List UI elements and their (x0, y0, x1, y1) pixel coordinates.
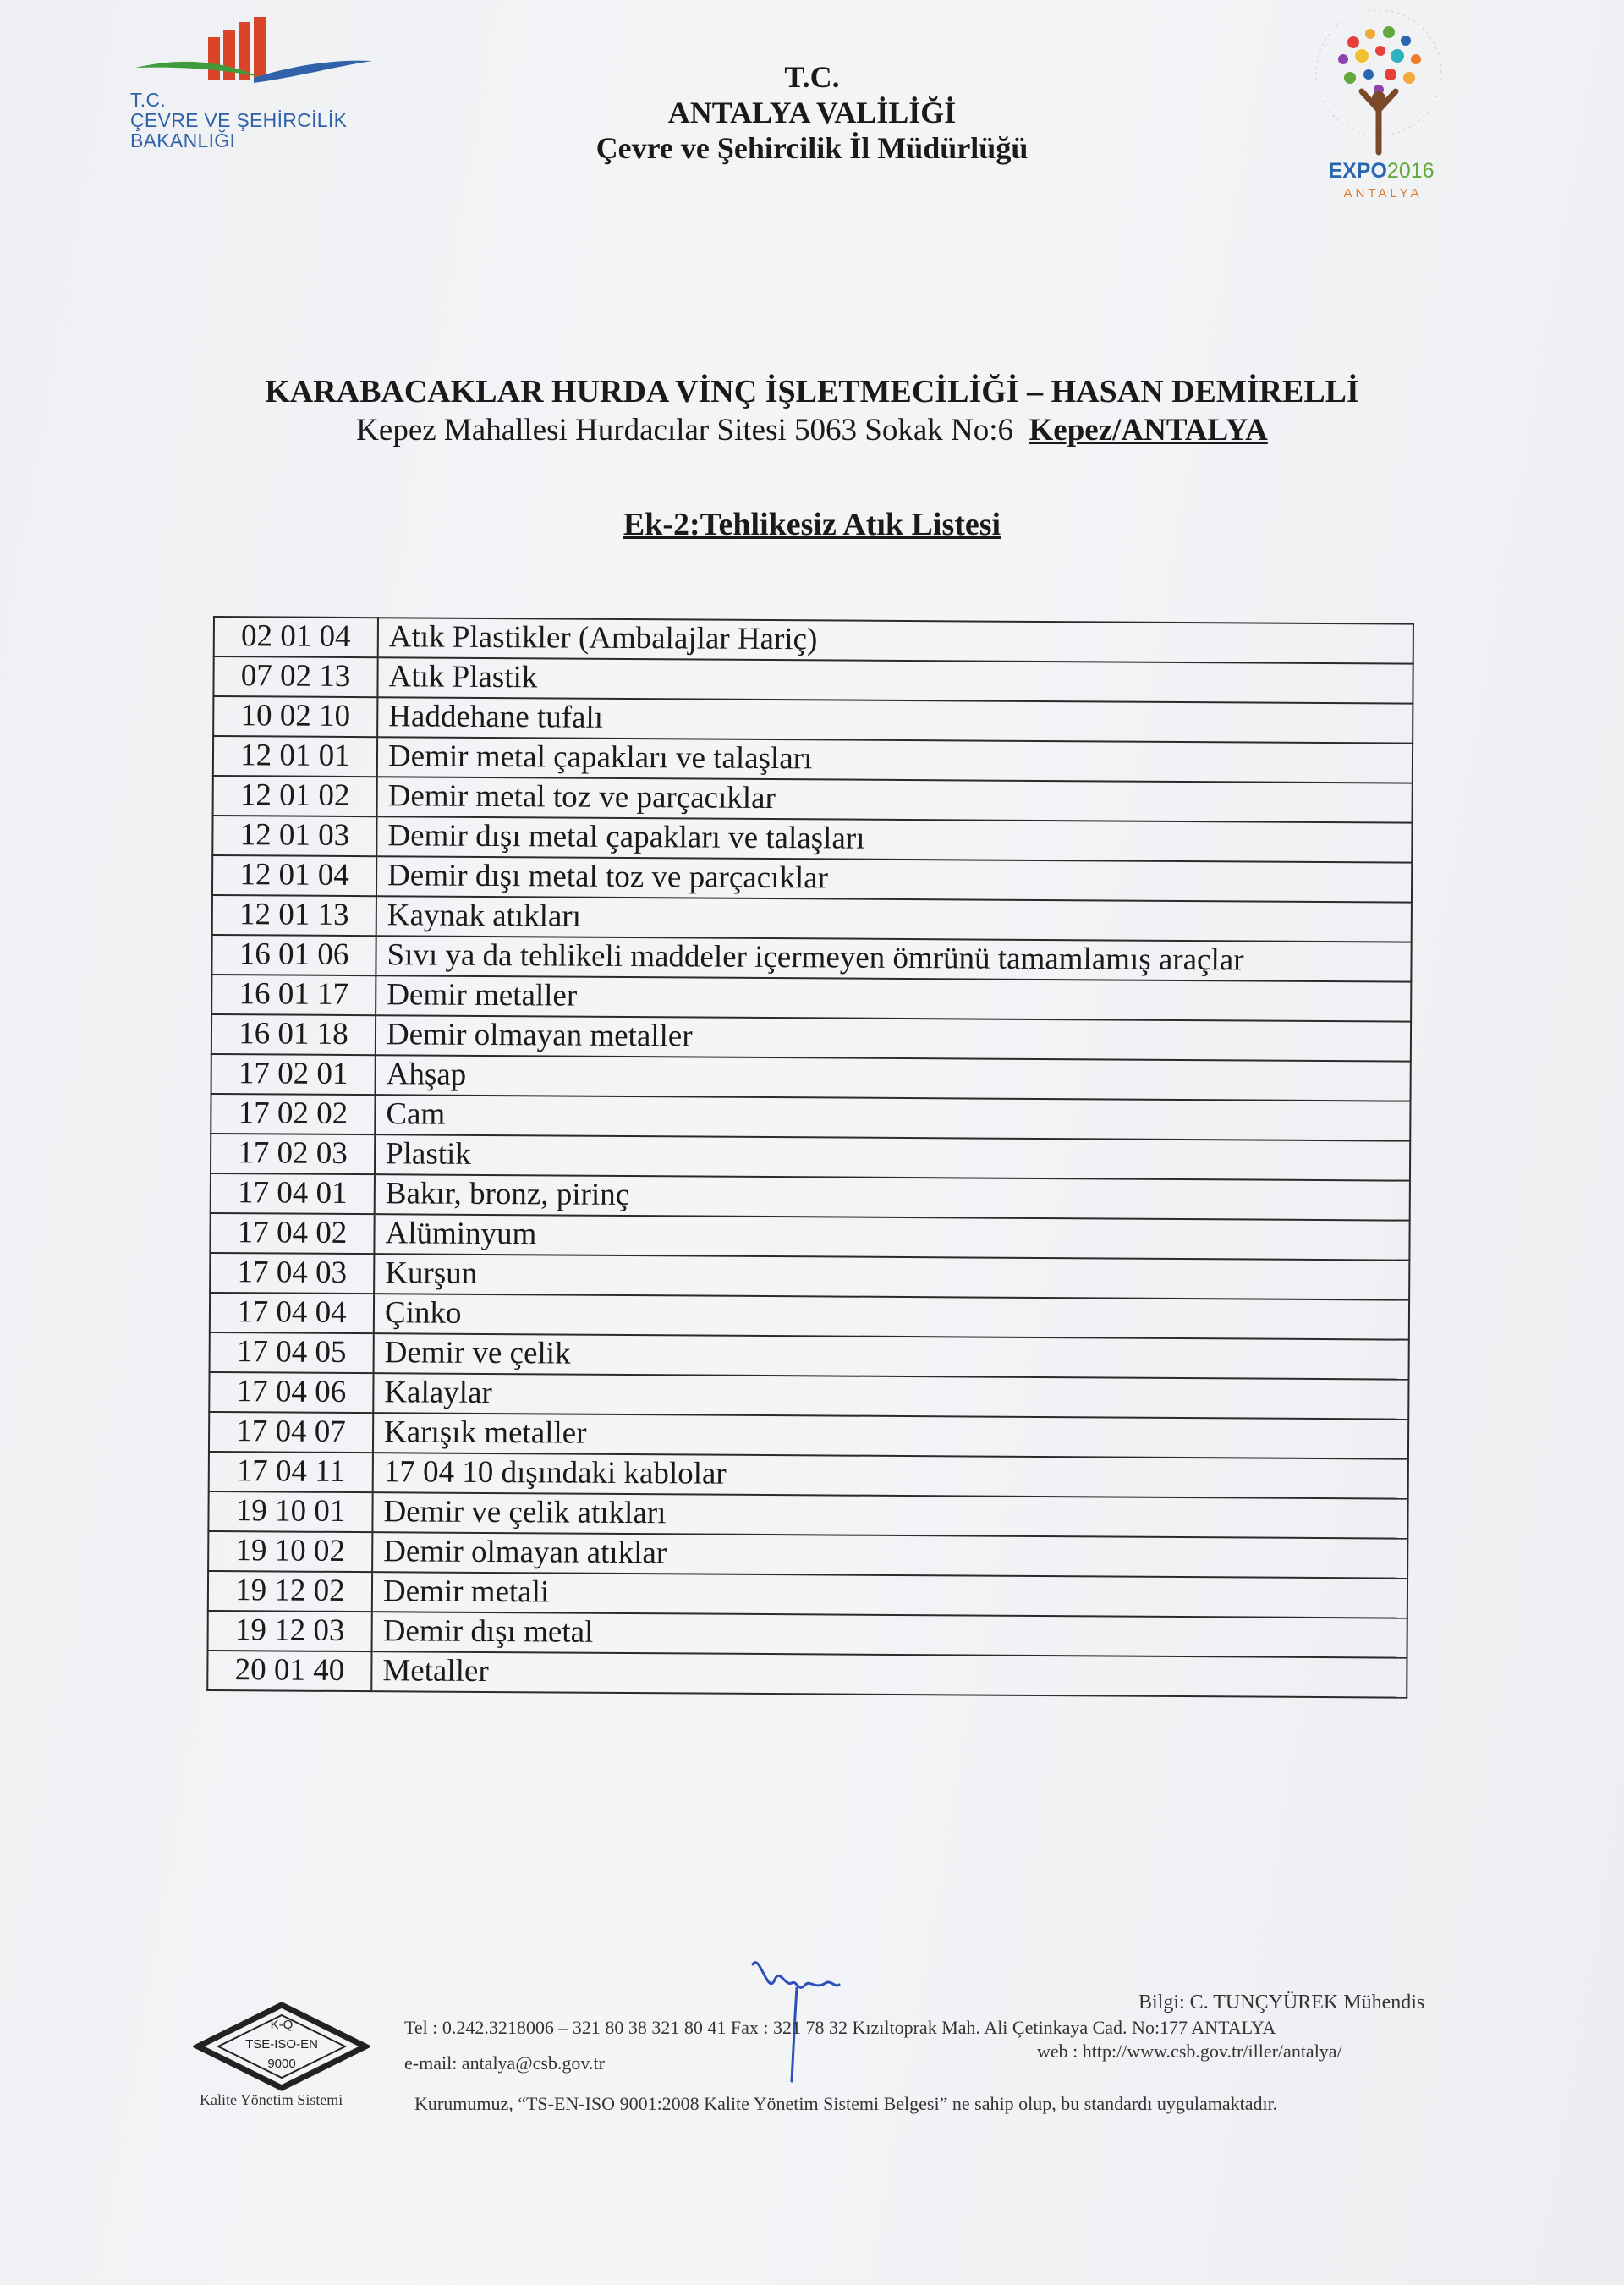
table-row (207, 1651, 1407, 1698)
title-line: ANTALYA VALİLİĞİ (667, 96, 957, 129)
table-row (211, 935, 1411, 982)
waste-code: 12 01 03 (212, 816, 376, 856)
table-row (211, 975, 1411, 1022)
waste-description: Atık Plastikler (Ambalajlar Hariç) (378, 618, 1413, 663)
footer-certificate: Kurumumuz, “TS-EN-ISO 9001:2008 Kalite Yönetim Sistemi Belgesi” ne sahip olup, bu standardı uygulamaktadır. (414, 2093, 1278, 2114)
waste-description: Kaynak atıkları (376, 896, 1412, 942)
waste-code: 17 04 01 (211, 1173, 375, 1214)
waste-description: Demir metaller (376, 975, 1411, 1021)
waste-description: Demir metal toz ve parçacıklar (377, 777, 1413, 822)
waste-description: Demir dışı metal (372, 1612, 1407, 1657)
waste-description: Sıvı ya da tehlikeli maddeler içermeyen ömrünü tamamlamış araçlar (376, 936, 1411, 981)
waste-code: 17 04 11 (209, 1452, 373, 1492)
ministry-name: T.C. ÇEVRE VE ŞEHİRCİLİK BAKANLIĞI (130, 89, 348, 151)
company-address: Kepez Mahallesi Hurdacılar Sitesi 5063 Sokak No:6 Kepez/ANTALYA (356, 413, 1268, 448)
waste-description: Cam (375, 1095, 1410, 1140)
title-line: T.C. (784, 60, 840, 94)
waste-description: Demir ve çelik atıkları (372, 1492, 1407, 1538)
waste-description: Demir olmayan atıklar (372, 1532, 1407, 1578)
waste-table-body (207, 617, 1413, 1698)
waste-description: Demir dışı metal toz ve parçacıklar (376, 856, 1412, 902)
waste-code: 19 12 02 (208, 1571, 372, 1612)
waste-code: 19 10 02 (208, 1531, 372, 1572)
waste-description: 17 04 10 dışındaki kablolar (373, 1453, 1408, 1498)
waste-code: 12 01 02 (213, 776, 377, 816)
waste-code: 17 04 05 (210, 1332, 374, 1373)
badge-label: Kalite Yönetim Sistemi (200, 2091, 343, 2108)
footer-web: web : http://www.csb.gov.tr/iller/antalya/ (1037, 2041, 1342, 2062)
quality-badge (193, 2002, 370, 2095)
letterhead-title (474, 59, 1150, 166)
waste-code: 16 01 18 (211, 1014, 376, 1055)
ministry-logo (127, 12, 398, 151)
waste-description: Çinko (374, 1294, 1409, 1339)
waste-code: 16 01 06 (211, 935, 376, 975)
footer-contact: Tel : 0.242.3218006 – 321 80 38 321 80 41 Fax : 321 78 32 Kızıltoprak Mah. Ali Çetinkaya Cad. No:177 ANTALYA (404, 2017, 1276, 2038)
expo-city: ANTALYA (1343, 186, 1423, 200)
waste-description: Demir dışı metal çapakları ve talaşları (376, 816, 1412, 862)
table-row (208, 1611, 1407, 1658)
waste-description: Demir ve çelik (374, 1333, 1409, 1379)
company-district: Kepez/ANTALYA (1029, 413, 1268, 448)
waste-code: 17 02 03 (211, 1134, 375, 1174)
footer-email: e-mail: antalya@csb.gov.tr (404, 2052, 605, 2074)
waste-table (206, 616, 1414, 1699)
table-row (212, 895, 1412, 942)
expo-wordmark: EXPO2016 (1328, 159, 1435, 183)
waste-code: 07 02 13 (213, 656, 377, 697)
waste-code: 20 01 40 (207, 1651, 371, 1691)
waste-code: 17 04 02 (210, 1213, 374, 1254)
list-title: Ek-2:Tehlikesiz Atık Listesi (623, 507, 1001, 542)
waste-description: Karışık metaller (373, 1413, 1408, 1458)
waste-code: 17 04 06 (209, 1372, 373, 1413)
waste-description: Ahşap (376, 1055, 1411, 1101)
waste-description: Atık Plastik (377, 657, 1413, 703)
waste-code: 17 04 04 (210, 1293, 374, 1333)
waste-description: Alüminyum (374, 1214, 1409, 1260)
waste-description: Demir olmayan metaller (376, 1015, 1411, 1061)
waste-code: 17 04 03 (210, 1253, 374, 1294)
expo-logo (1294, 8, 1463, 203)
waste-code: 19 10 01 (208, 1491, 372, 1532)
waste-description: Demir metal çapakları ve talaşları (377, 737, 1413, 783)
waste-description: Plastik (375, 1134, 1410, 1180)
waste-description: Haddehane tufalı (377, 697, 1413, 743)
badge-text: K-Q TSE-ISO-EN 9000 (245, 2018, 318, 2071)
waste-code: 10 02 10 (213, 696, 377, 737)
waste-description: Demir metali (372, 1572, 1407, 1618)
waste-code: 17 02 02 (211, 1094, 375, 1134)
title-line: Çevre ve Şehircilik İl Müdürlüğü (595, 131, 1029, 165)
waste-code: 12 01 04 (212, 855, 376, 896)
waste-code: 17 04 07 (209, 1412, 373, 1453)
company-block (169, 372, 1455, 450)
expo-tree-icon (1294, 8, 1463, 161)
footer-info: Bilgi: C. TUNÇYÜREK Mühendis (1138, 1991, 1425, 2013)
waste-code: 12 01 13 (212, 895, 376, 936)
ministry-emblem-icon (127, 12, 398, 96)
waste-description: Kalaylar (373, 1373, 1408, 1419)
waste-code: 19 12 03 (208, 1611, 372, 1651)
waste-code: 12 01 01 (213, 736, 377, 777)
waste-code: 16 01 17 (211, 975, 376, 1015)
waste-code: 17 02 01 (211, 1054, 376, 1095)
waste-description: Kurşun (374, 1254, 1409, 1299)
waste-description: Bakır, bronz, pirinç (375, 1174, 1410, 1220)
waste-code: 02 01 04 (214, 617, 378, 657)
company-name: KARABACAKLAR HURDA VİNÇ İŞLETMECİLİĞİ – HASAN DEMİRELLİ (265, 374, 1359, 409)
waste-description: Metaller (371, 1651, 1407, 1697)
